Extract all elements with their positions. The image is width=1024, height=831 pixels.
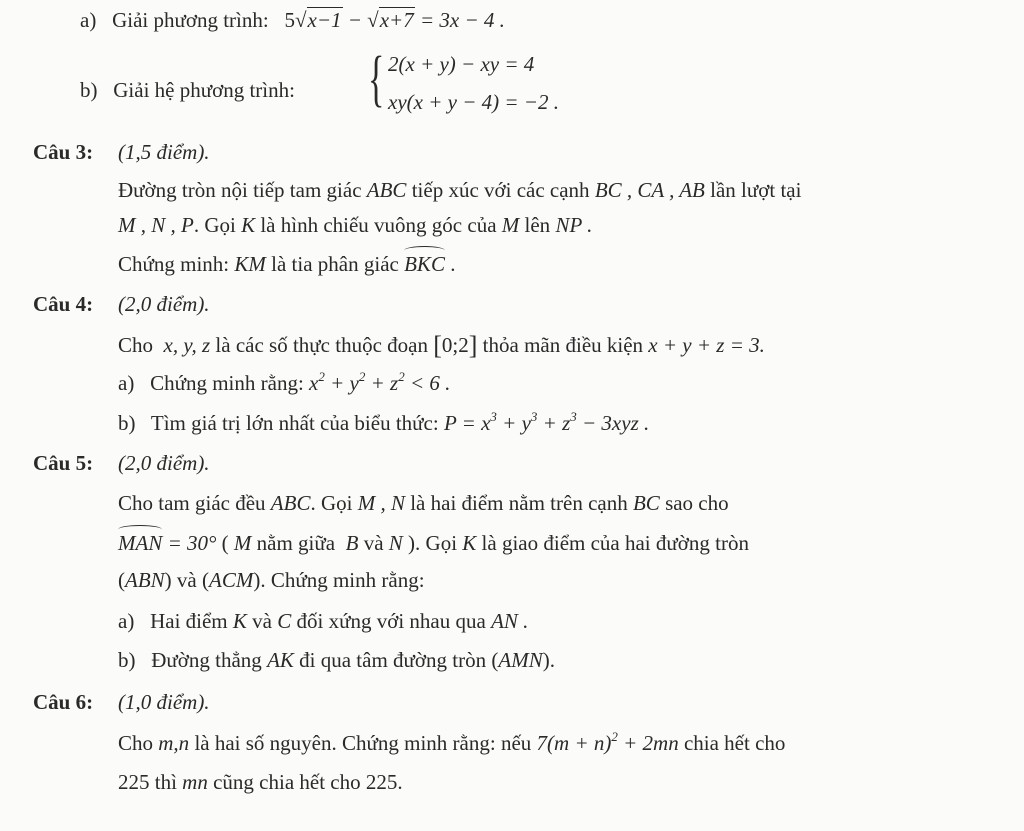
q3-line1 [118,178,801,203]
q2b-label: b) [80,78,98,102]
q5-header [33,451,210,476]
q3-title: Câu 3: [33,140,94,164]
q5-math: ABN [125,568,165,592]
q6-line1 [118,731,785,756]
q5a-label: a) [118,609,135,633]
angle-man: MAN [118,531,163,555]
q6-line2 [118,770,403,795]
q4b-line [118,411,649,436]
q4b-math: $P = x^3 + y^3 + z^3 - 3xyz$ . [443,409,650,435]
q2b-text: Giải hệ phương trình: [113,78,295,102]
q4a-label: a) [118,371,135,395]
q5-text: là giao điểm của hai đường tròn [481,531,749,555]
q3-header [33,140,210,165]
q5-text: . Gọi [310,491,353,515]
q5-line2: MAN = 30° ( M nằm giữa B và N ). Gọi K là giao điểm của hai đường tròn [118,531,749,555]
q3-math: KM [234,252,266,276]
q3-math: M , N , P [118,213,194,237]
q6-text: cũng chia hết cho 225. [213,770,403,794]
q5-text: Đường thẳng [151,648,262,672]
q5-math: K [232,609,247,633]
q4-title: Câu 4: [33,292,94,316]
q5-math: AN . [491,609,529,633]
q5-math: M [233,531,252,555]
q5a-line [118,609,528,634]
system-eq-1: 2(x + y) − xy = 4 [388,52,535,76]
q3-points: (1,5 điểm). [118,140,210,164]
q6-math: m,n [158,731,190,755]
q2a-equation: 5√x−1 − √x+7 = 3x − 4 . [284,8,505,32]
q4-math: x, y, z [163,333,211,357]
q6-math: $7(m + n)^2 + 2mn$ [536,729,679,755]
q5-text: . Chứng minh rằng: [260,568,425,592]
q5b-label: b) [118,648,136,672]
q5-text: Cho tam giác đều [118,491,266,515]
q6-text: Cho [118,731,154,755]
q5-text: đối xứng với nhau qua [296,609,486,633]
q5-line1 [118,491,729,516]
q6-title: Câu 6: [33,690,94,714]
q5-text: và [363,531,384,555]
q5-math: N [388,531,403,555]
q2a-line [80,8,505,33]
q5-line3: (ABN) và (ACM). Chứng minh rằng: [118,568,425,592]
q6-points: (1,0 điểm). [118,690,210,714]
q2a-label: a) [80,8,97,32]
q4-text: thỏa mãn điều kiện [482,333,644,357]
q3-text: lên [524,213,551,237]
q4-math: [ [433,331,442,360]
q3-text: lần lượt tại [710,178,802,202]
q5-points: (2,0 điểm). [118,451,210,475]
q5-text: nằm giữa [256,531,336,555]
q5-text: ). Gọi [408,531,458,555]
q3-text: Đường tròn nội tiếp tam giác [118,178,362,202]
system-brace: { [368,45,385,113]
q4-text: Cho [118,333,154,357]
q3-line2 [118,213,592,238]
q5-title: Câu 5: [33,451,94,475]
q4a-math: $x^2 + y^2 + z^2 < 6$ . [309,369,451,395]
q6-text: chia hết cho [683,731,786,755]
q5-math: ACM [209,568,254,592]
q3-math: M [501,213,520,237]
q5-text: và [252,609,272,633]
q5b-line: b) Đường thẳng AK đi qua tâm đường tròn (AMN). [118,648,555,672]
q5-text: Hai điểm [150,609,228,633]
q3-math: K [241,213,256,237]
q4-text: là các số thực thuộc đoạn [215,333,428,357]
q4a-line [118,371,450,396]
system-eq-2: xy(x + y − 4) = −2 . [388,90,559,114]
q3-math: NP . [555,213,593,237]
q4-header [33,292,210,317]
q5-text: và [176,568,197,592]
q5-math: = 30° [162,531,217,555]
q6-math: mn [182,770,208,794]
q2a-text: Giải phương trình: [112,8,269,32]
q2b-line [80,78,295,103]
q4-line1: Cho x, y, z là các số thực thuộc đoạn [0;2] thỏa mãn điều kiện x + y + z = 3. [118,331,765,360]
q5-math: M , N [357,491,405,515]
angle-bkc: BKC [404,252,445,276]
q6-header [33,690,210,715]
q5-math: AK [267,648,294,672]
q5-math: AMN [498,648,543,672]
q4b-text: Tìm giá trị lớn nhất của biểu thức: [150,411,439,435]
q4-points: (2,0 điểm). [118,292,210,316]
q3-line3: Chứng minh: KM là tia phân giác BKC . [118,252,456,276]
q3-text: tiếp xúc với các cạnh [411,178,590,202]
q6-text: 225 thì [118,770,177,794]
q4-math: x + y + z = 3. [648,333,765,357]
q3-math: BC , CA , AB [594,178,705,202]
q5-math: BC [632,491,660,515]
q4a-text: Chứng minh rằng: [150,371,304,395]
q5-text: sao cho [665,491,729,515]
q6-text: là hai số nguyên. Chứng minh rằng: nếu [194,731,532,755]
q5-math: ABC [270,491,311,515]
q5-math: B [345,531,359,555]
q5-text: đi qua tâm đường tròn [299,648,487,672]
q4b-label: b) [118,411,136,435]
q5-text: là hai điểm nằm trên cạnh [410,491,628,515]
q5-math: K [462,531,477,555]
q5-math: C [277,609,292,633]
q3-text: . Gọi [193,213,236,237]
q3-text: là tia phân giác [271,252,399,276]
q3-text: là hình chiếu vuông góc của [260,213,497,237]
q3-math: ABC [366,178,407,202]
q3-text: Chứng minh: [118,252,230,276]
